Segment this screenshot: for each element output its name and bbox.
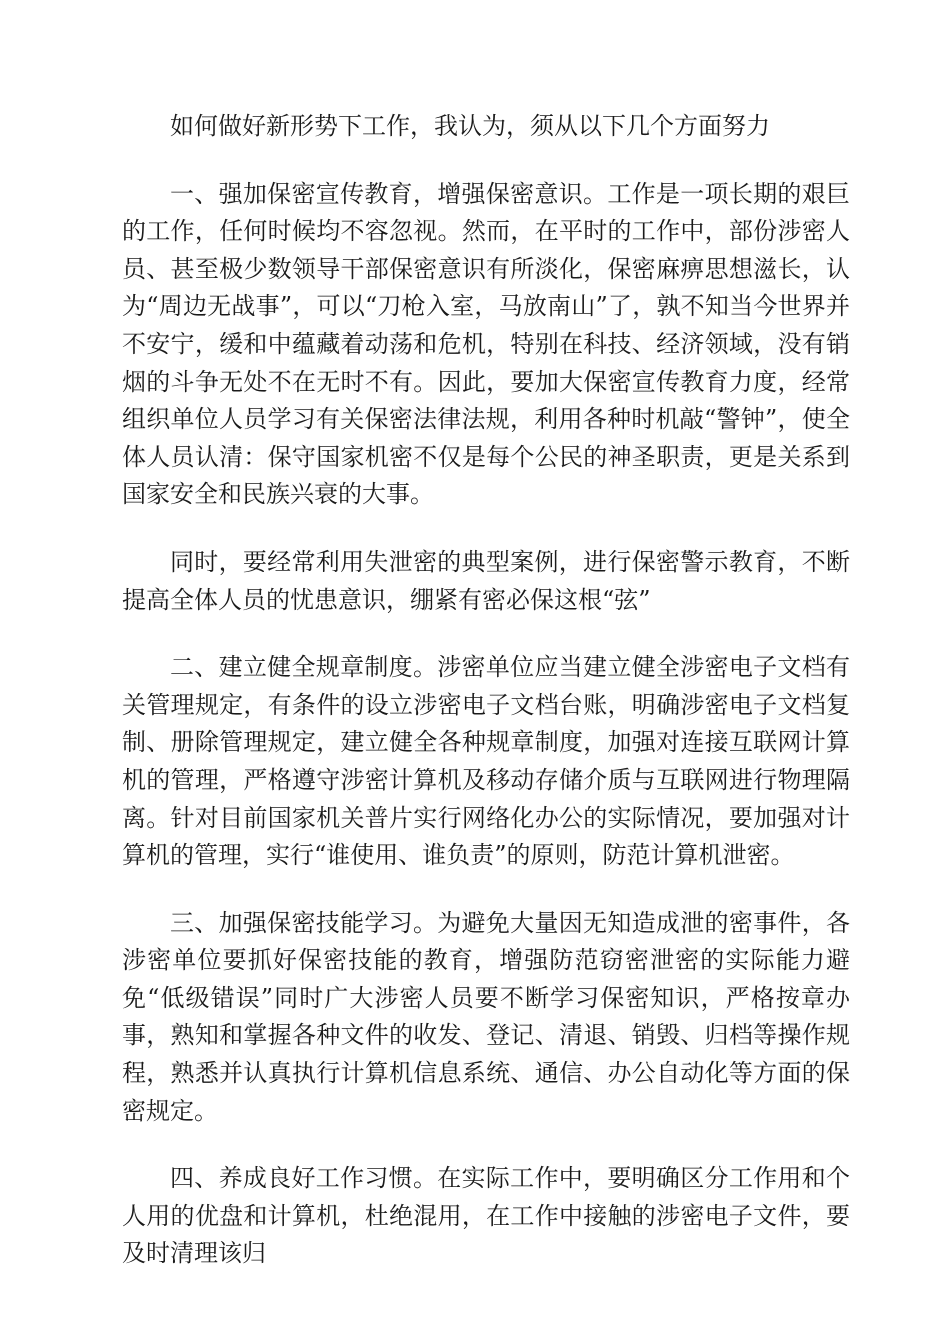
paragraph-5-habits: 四、养成良好工作习惯。在实际工作中，要明确区分工作用和个人用的优盘和计算机，杜绝混用，在工作中接触的涉密电子文件，要及时清理该归 [122,1164,850,1268]
intro-line: 如何做好新形势下工作，我认为，须从以下几个方面努力 [170,112,770,140]
paragraph-1-awareness: 一、强加保密宣传教育，增强保密意识。工作是一项长期的艰巨的工作，任何时候均不容忽视。然而，在平时的工作中，部份涉密人员、甚至极少数领导干部保密意识有所淡化，保密麻痹思想滋长，认为“周边无战事”，可以“刀枪入室，马放南山”了，孰不知当今世界并不安宁，缓和中蕴藏着动荡和危机，特别在科技、经济领域，没有销烟的斗争无处不在无时不有。因此，要加大保密宣传教育力度，经常组织单位人员学习有关保密法律法规，利用各种时机敲“警钟”，使全体人员认清：保守国家机密不仅是每个公民的神圣职责，更是关系到国家安全和民族兴衰的大事。 [122,179,850,509]
paragraph-4-skills: 三、加强保密技能学习。为避免大量因无知造成泄的密事件，各涉密单位要抓好保密技能的教育，增强防范窃密泄密的实际能力避免“低级错误”同时广大涉密人员要不断学习保密知识，严格按章办事，熟知和掌握各种文件的收发、登记、清退、销毁、归档等操作规程，熟悉并认真执行计算机信息系统、通信、办公自动化等方面的保密规定。 [122,908,850,1125]
paragraph-2-warning-education: 同时，要经常利用失泄密的典型案例，进行保密警示教育，不断提高全体人员的忧患意识，绷紧有密必保这根“弦” [122,547,850,614]
paragraph-3-regulations: 二、建立健全规章制度。涉密单位应当建立健全涉密电子文档有关管理规定，有条件的设立涉密电子文档台账，明确涉密电子文档复制、册除管理规定，建立健全各种规章制度，加强对连接互联网计算机的管理，严格遵守涉密计算机及移动存储介质与互联网进行物理隔离。针对目前国家机关普片实行网络化办公的实际情况，要加强对计算机的管理，实行“谁使用、谁负责”的原则，防范计算机泄密。 [122,653,850,870]
